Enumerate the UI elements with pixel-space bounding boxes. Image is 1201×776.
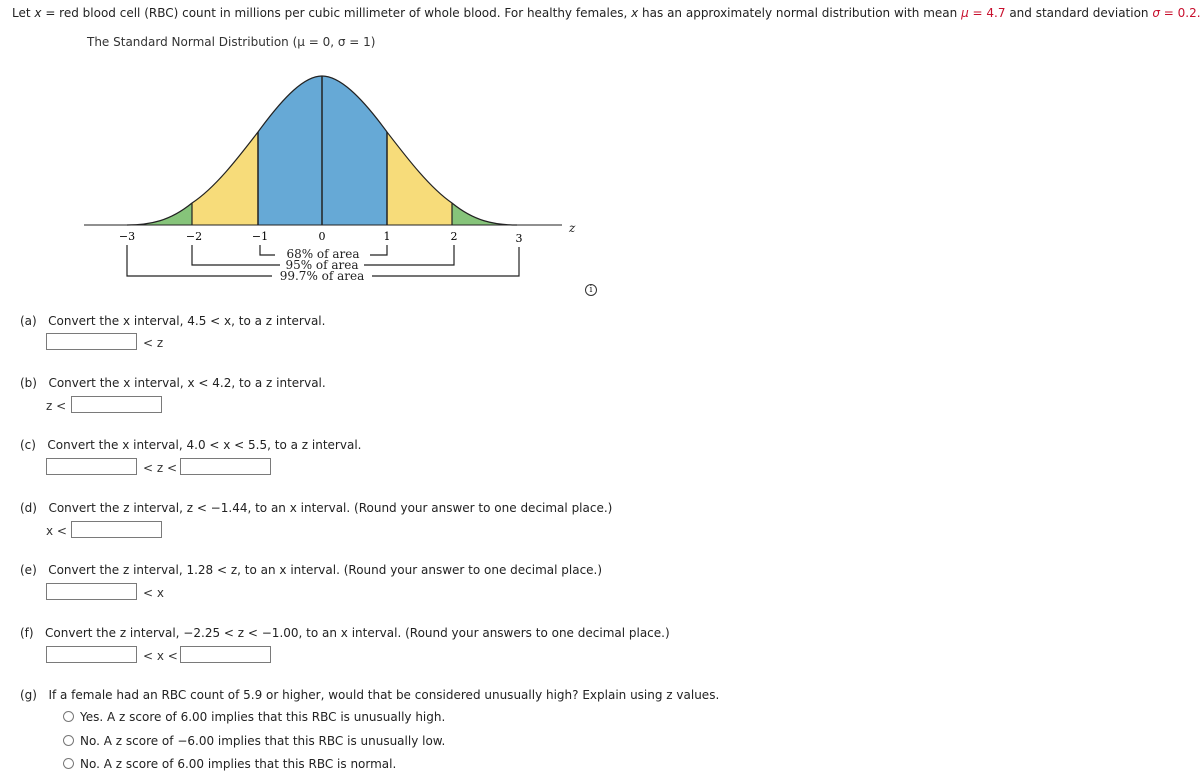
question-text: Convert the z interval, z < −1.44, to an x interval. (Round your answer to one decimal place.) bbox=[48, 501, 613, 515]
answer-f-middle: < x < bbox=[143, 649, 178, 663]
tick-label: 1 bbox=[383, 230, 391, 243]
question-label: (f) bbox=[20, 626, 34, 640]
area-label-95: 95% of area bbox=[285, 258, 359, 272]
answer-d-input[interactable] bbox=[71, 521, 162, 538]
bracket-68 bbox=[260, 245, 275, 255]
problem-intro: Let x = red blood cell (RBC) count in millions per cubic millimeter of whole blood. For healthy females, x has an approximately normal distribution with mean μ = 4.7 and standard deviation σ = 0.2. bbox=[12, 6, 1201, 20]
tick-label: −2 bbox=[185, 230, 203, 243]
question-a bbox=[20, 314, 325, 328]
question-text: If a female had an RBC count of 5.9 or higher, would that be considered unusually high? Explain using z values. bbox=[48, 688, 720, 702]
question-e bbox=[20, 563, 602, 577]
question-text: Convert the z interval, 1.28 < z, to an x interval. (Round your answer to one decimal place.) bbox=[48, 563, 603, 577]
axis-label-z: z bbox=[569, 221, 576, 235]
radio-option-1[interactable] bbox=[63, 711, 74, 722]
option-label-3: No. A z score of 6.00 implies that this RBC is normal. bbox=[80, 757, 397, 771]
answer-c-middle: < z < bbox=[143, 461, 178, 475]
middle-area-left bbox=[192, 132, 258, 225]
tick-label: −3 bbox=[118, 230, 136, 243]
question-g bbox=[20, 688, 719, 702]
bracket-68-right bbox=[370, 245, 387, 255]
question-text: Convert the x interval, 4.0 < x < 5.5, to a z interval. bbox=[47, 438, 362, 452]
answer-e-suffix: < x bbox=[143, 586, 164, 600]
area-label-99-7: 99.7% of area bbox=[279, 269, 365, 283]
answer-f-lower-input[interactable] bbox=[46, 646, 137, 663]
answer-c-upper-input[interactable] bbox=[180, 458, 271, 475]
tick-label: 0 bbox=[318, 230, 326, 243]
tick-label: −1 bbox=[251, 230, 269, 243]
question-b bbox=[20, 376, 326, 390]
bracket-99-7-right bbox=[372, 247, 519, 276]
tail-area-right bbox=[452, 203, 517, 225]
figure-caption: The Standard Normal Distribution (μ = 0, σ = 1) bbox=[87, 35, 376, 49]
area-label-68: 68% of area bbox=[286, 247, 360, 261]
radio-option-3[interactable] bbox=[63, 758, 74, 769]
answer-c-lower-input[interactable] bbox=[46, 458, 137, 475]
answer-a-suffix: < z bbox=[143, 336, 164, 350]
question-f bbox=[20, 626, 670, 640]
answer-b-prefix: z < bbox=[46, 399, 67, 413]
question-label: (g) bbox=[20, 688, 37, 702]
question-label: (c) bbox=[20, 438, 36, 452]
question-label: (d) bbox=[20, 501, 37, 515]
option-label-2: No. A z score of −6.00 implies that this RBC is unusually low. bbox=[80, 734, 446, 748]
answer-e-input[interactable] bbox=[46, 583, 137, 600]
question-text: Convert the x interval, x < 4.2, to a z interval. bbox=[48, 376, 326, 390]
question-label: (a) bbox=[20, 314, 37, 328]
answer-f-upper-input[interactable] bbox=[180, 646, 271, 663]
question-c bbox=[20, 438, 361, 452]
info-icon[interactable]: i bbox=[585, 284, 597, 296]
tail-area-left bbox=[127, 203, 192, 225]
middle-area-right bbox=[387, 132, 452, 225]
normal-distribution-figure bbox=[80, 70, 600, 285]
question-label: (b) bbox=[20, 376, 37, 390]
question-label: (e) bbox=[20, 563, 37, 577]
question-d bbox=[20, 501, 612, 515]
bracket-99-7 bbox=[127, 245, 272, 276]
question-text: Convert the x interval, 4.5 < x, to a z interval. bbox=[48, 314, 326, 328]
answer-d-prefix: x < bbox=[46, 524, 67, 538]
answer-b-input[interactable] bbox=[71, 396, 162, 413]
option-label-1: Yes. A z score of 6.00 implies that this RBC is unusually high. bbox=[80, 710, 446, 724]
answer-a-input[interactable] bbox=[46, 333, 137, 350]
tick-label: 2 bbox=[450, 230, 458, 243]
question-text: Convert the z interval, −2.25 < z < −1.00, to an x interval. (Round your answers to one decimal place.) bbox=[45, 626, 670, 640]
tick-label: 3 bbox=[515, 232, 523, 245]
radio-option-2[interactable] bbox=[63, 735, 74, 746]
